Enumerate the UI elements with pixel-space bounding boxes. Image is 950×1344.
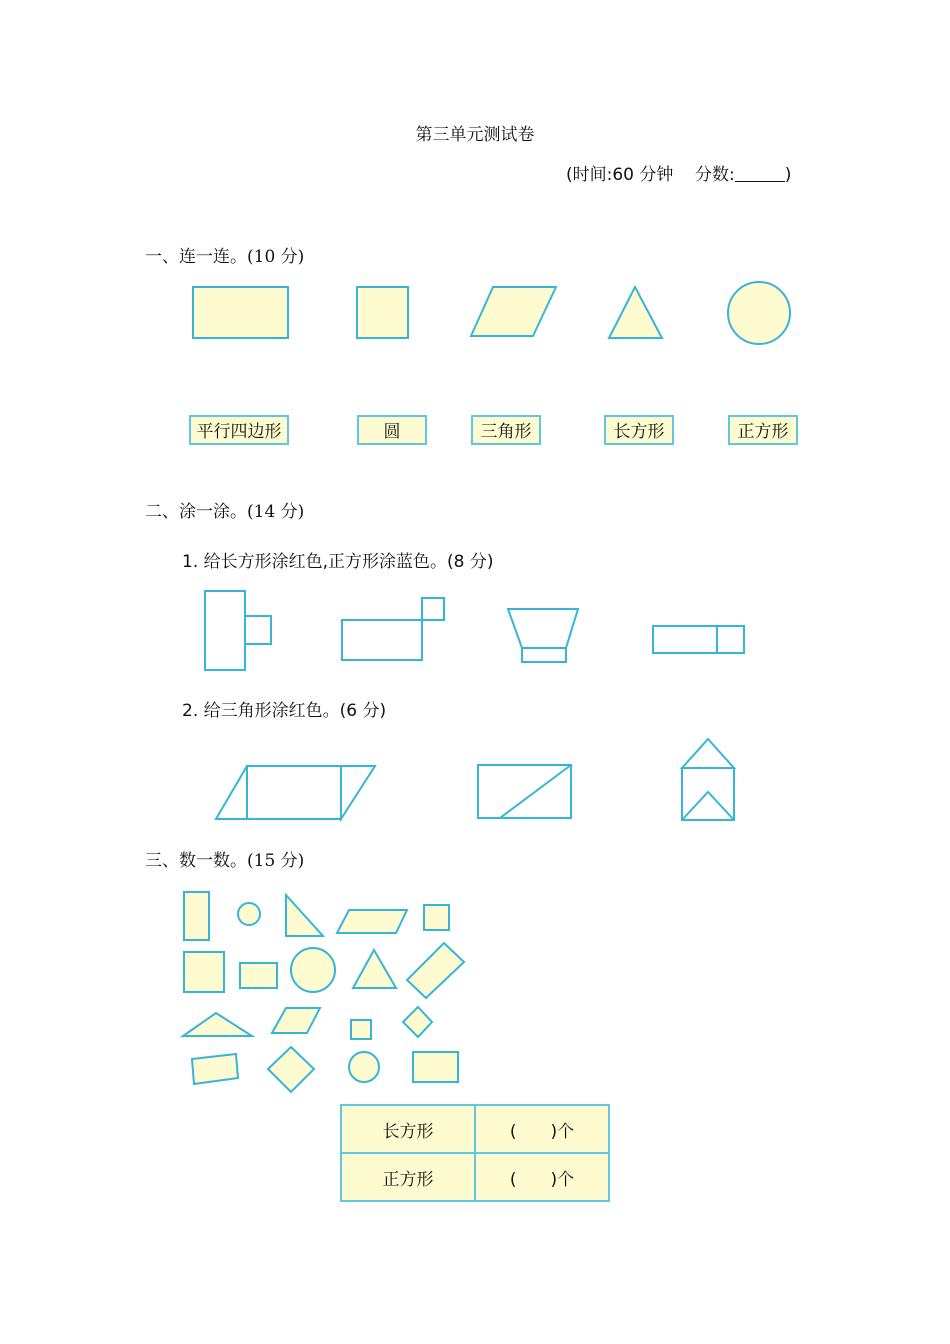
paint-shape-3-trapezoid[interactable] — [508, 609, 578, 648]
paint-triangle-shape-1-left[interactable] — [216, 766, 341, 819]
paint-triangle-shape-1-middle[interactable] — [247, 766, 341, 819]
time-limit: (时间:60 分钟 — [566, 165, 674, 185]
section-2-item-2: 2. 给三角形涂红色。(6 分) — [182, 701, 387, 721]
section-2-item-1: 1. 给长方形涂红色,正方形涂蓝色。(8 分) — [182, 552, 494, 572]
match-label-rectangle[interactable]: 长方形 — [604, 415, 674, 445]
match-label-triangle[interactable]: 三角形 — [471, 415, 541, 445]
paint-shape-1-tall-rect[interactable] — [205, 591, 245, 670]
count-parallelogram-1 — [337, 910, 407, 933]
count-rect-3-rotated — [407, 943, 464, 998]
count-square-5-rotated — [268, 1047, 314, 1092]
count-square-3 — [351, 1020, 371, 1039]
count-name-rectangle: 长方形 — [341, 1105, 475, 1153]
section-1-heading: 一、连一连。(10 分) — [145, 247, 305, 267]
count-circle-1 — [238, 903, 260, 925]
match-circle[interactable] — [728, 282, 790, 344]
match-square[interactable] — [357, 287, 408, 338]
match-parallelogram[interactable] — [471, 287, 556, 336]
count-rect-4-rotated — [192, 1054, 238, 1084]
count-square-1 — [424, 905, 449, 930]
count-square-2 — [184, 952, 224, 992]
count-circle-2 — [291, 948, 335, 992]
score-label: 分数: — [695, 165, 735, 185]
table-row — [341, 1105, 609, 1153]
match-label-square[interactable]: 正方形 — [728, 415, 798, 445]
count-rect-1 — [184, 892, 209, 940]
count-name-square: 正方形 — [341, 1153, 475, 1201]
paint-triangle-shape-3-inner[interactable] — [682, 792, 734, 820]
paint-shape-1-small-square[interactable] — [245, 616, 271, 644]
paint-triangle-shape-1-right[interactable] — [341, 766, 375, 819]
count-triangle-2 — [353, 950, 396, 988]
match-triangle[interactable] — [609, 287, 662, 338]
count-answer-rectangle[interactable]: ( )个 — [475, 1105, 609, 1153]
count-answer-square[interactable]: ( )个 — [475, 1153, 609, 1201]
count-parallelogram-2 — [272, 1008, 320, 1033]
meta-close: ) — [784, 165, 792, 185]
count-table — [340, 1104, 610, 1202]
count-rect-2 — [240, 963, 277, 988]
section-2-heading: 二、涂一涂。(14 分) — [145, 502, 305, 522]
match-rectangle[interactable] — [193, 287, 288, 338]
paint-shape-2-rect[interactable] — [342, 620, 422, 660]
paint-triangle-shape-3-roof[interactable] — [682, 739, 734, 768]
paint-triangle-shape-2-diagonal — [500, 765, 571, 818]
table-row — [341, 1153, 609, 1201]
match-label-circle[interactable]: 圆 — [357, 415, 427, 445]
match-label-parallelogram[interactable]: 平行四边形 — [189, 415, 289, 445]
count-triangle-1 — [286, 895, 323, 936]
paint-shape-4-square[interactable] — [717, 626, 744, 653]
count-triangle-3 — [183, 1013, 252, 1036]
page-title: 第三单元测试卷 — [415, 125, 535, 145]
paint-triangle-shape-2-rect[interactable] — [478, 765, 571, 818]
section-3-heading: 三、数一数。(15 分) — [145, 851, 305, 871]
paint-shape-2-square[interactable] — [422, 598, 444, 620]
count-circle-3 — [349, 1052, 379, 1082]
count-square-4-rotated — [403, 1007, 432, 1037]
paint-shape-4-rect[interactable] — [653, 626, 717, 653]
paint-shape-3-base[interactable] — [522, 648, 566, 662]
count-rect-5 — [413, 1052, 458, 1082]
